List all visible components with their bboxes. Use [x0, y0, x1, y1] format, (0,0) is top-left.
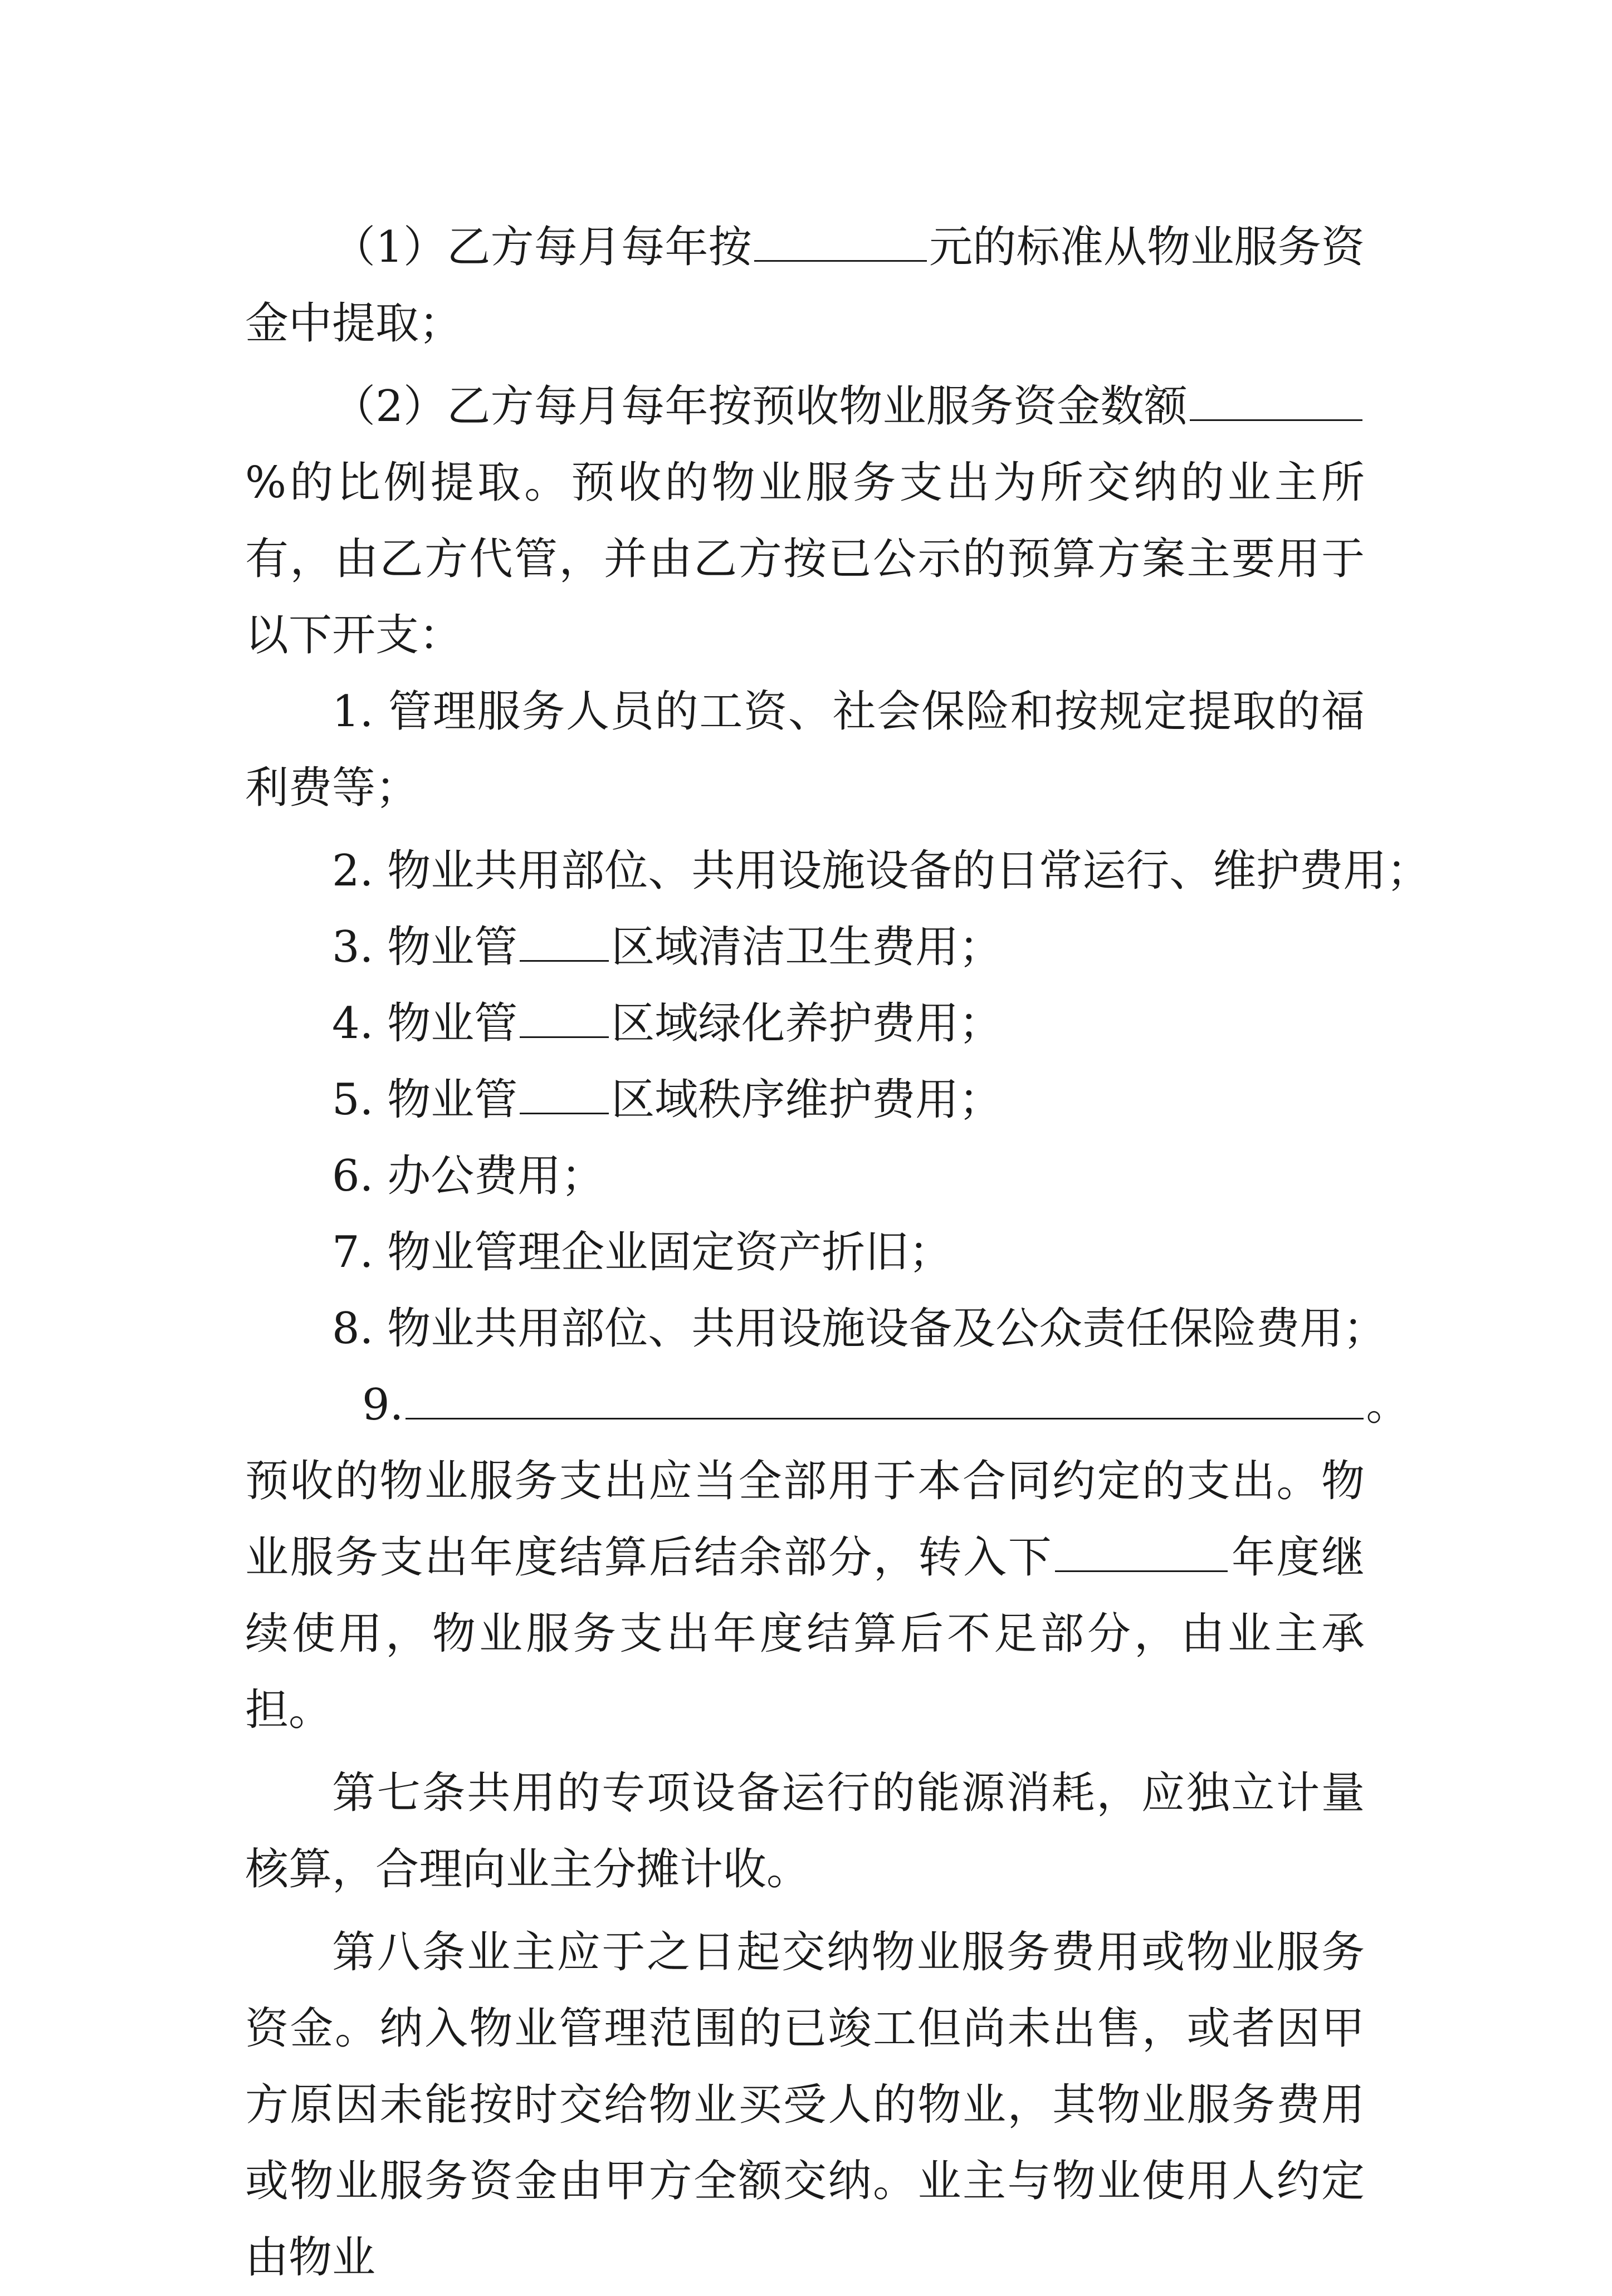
clause-surplus-post: 年度继续使用，物业服务支出年度结算后不足部分，由业主承担。 [245, 1533, 1365, 1735]
expense-item-7-text: 7. 物业管理企业固定资产折旧； [332, 1227, 952, 1277]
article-seven [245, 1755, 1365, 1908]
expense-item-8-text: 8. 物业共用部位、共用设施设备及公众责任保险费用； [332, 1304, 1387, 1354]
clause-surplus-pre: 预收的物业服务支出应当全部用于本合同约定的支出。物业服务支出年度结算后结余部分，转入下 [245, 1456, 1365, 1583]
expense-item-2-text: 2. 物业共用部位、共用设施设备的日常运行、维护费用； [332, 846, 1430, 896]
article-seven-text: 第七条共用的专项设备运行的能源消耗，应独立计量核算，合理向业主分摊计收。 [245, 1768, 1365, 1894]
expense-item-9-blank [406, 1384, 1364, 1419]
expense-item-8 [245, 1291, 1387, 1367]
expense-item-3-post: 区域清洁卫生费用； [611, 922, 1003, 972]
article-eight [245, 1915, 1365, 2296]
expense-item-3-blank [520, 927, 609, 962]
expense-item-5-blank [520, 1079, 609, 1114]
expense-item-4 [245, 986, 1365, 1062]
clause-fee-percent-post: %的比例提取。预收的物业服务支出为所交纳的业主所有，由乙方代管，并由乙方按已公示的预算方案主要用于以下开支： [245, 458, 1365, 660]
clause-fee-fixed-pre: （1）乙方每月每年按 [332, 222, 752, 272]
amount-blank [754, 227, 927, 262]
article-eight-text: 第八条业主应于之日起交纳物业服务费用或物业服务资金。纳入物业管理范围的已竣工但尚未出售，或者因甲方原因未能按时交给物业买受人的物业，其物业服务费用或物业服务资金由甲方全额交纳。业主与物业使用人约定由物业 [245, 1927, 1365, 2283]
clause-fee-fixed [245, 209, 1365, 362]
year-blank [1055, 1537, 1228, 1572]
clause-fee-percent [245, 369, 1365, 674]
expense-item-9 [245, 1367, 1410, 1443]
expense-item-3-pre: 3. 物业管 [332, 922, 518, 972]
expense-item-9-post: 。 [1366, 1380, 1410, 1430]
document-body [245, 209, 1430, 2296]
expense-item-1 [245, 674, 1365, 826]
clause-fee-percent-pre: （2）乙方每月每年按预收物业服务资金数额 [332, 381, 1188, 432]
expense-item-9-pre: 9. [362, 1380, 404, 1430]
expense-item-2 [245, 833, 1430, 909]
expense-item-4-blank [520, 1003, 609, 1038]
expense-item-3 [245, 909, 1365, 986]
clause-fee-fixed-post: 元的标准从物业服务资金中提取； [245, 222, 1365, 349]
expense-item-4-pre: 4. 物业管 [332, 998, 518, 1049]
expense-item-1-text: 1. 管理服务人员的工资、社会保险和按规定提取的福利费等； [245, 687, 1365, 813]
percent-blank [1190, 386, 1362, 421]
expense-item-6-text: 6. 办公费用； [332, 1151, 605, 1201]
expense-item-6 [245, 1138, 1365, 1215]
expense-item-4-post: 区域绿化养护费用； [611, 998, 1003, 1049]
expense-item-7 [245, 1215, 1365, 1291]
expense-item-5 [245, 1062, 1365, 1138]
clause-surplus [245, 1443, 1365, 1749]
expense-item-5-pre: 5. 物业管 [332, 1075, 518, 1125]
expense-item-5-post: 区域秩序维护费用； [611, 1075, 1003, 1125]
